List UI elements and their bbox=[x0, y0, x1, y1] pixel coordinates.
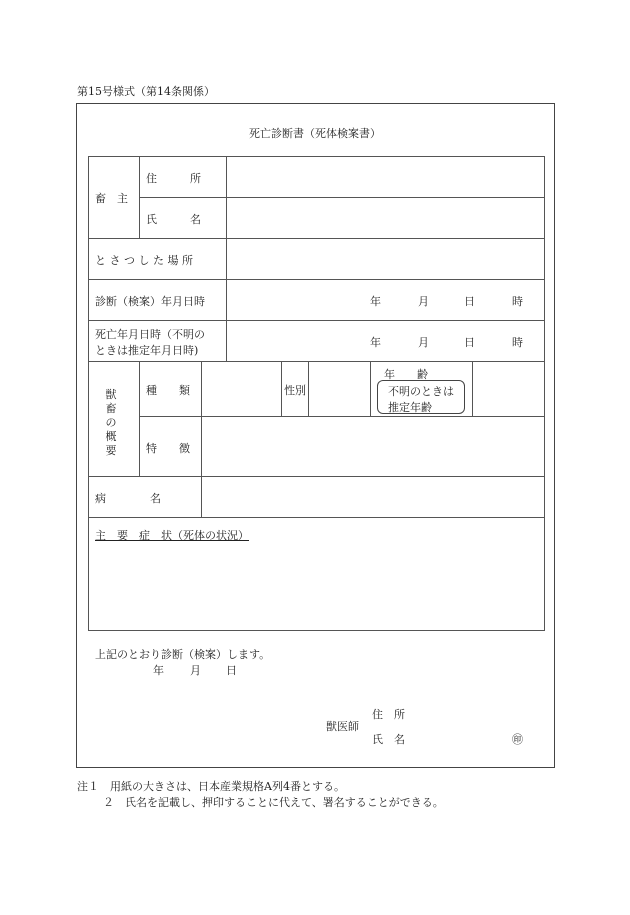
row-line-owner-bottom bbox=[88, 238, 545, 239]
note-1: 注１ 用紙の大きさは、日本産業規格A列4番とする。 bbox=[77, 780, 345, 793]
veterinarian-name-label: 氏 名 bbox=[372, 733, 405, 746]
age-note-line2: 推定年齢 bbox=[388, 401, 432, 414]
form-number: 第15号様式（第14条関係） bbox=[77, 85, 215, 98]
animal-age-label: 年 齢 bbox=[384, 368, 428, 381]
diagnosis-hour-unit: 時 bbox=[512, 295, 523, 308]
animal-row-divider bbox=[139, 416, 544, 417]
veterinarian-title: 獣医師 bbox=[326, 720, 359, 733]
row-line-diagnosis-bottom bbox=[88, 320, 545, 321]
table-right-border bbox=[544, 156, 545, 630]
animal-label-col-line bbox=[139, 361, 140, 476]
table-left-border bbox=[88, 156, 89, 630]
age-label-col-line bbox=[472, 361, 473, 416]
death-datetime-label-line2: ときは推定年月日時) bbox=[95, 344, 199, 357]
animal-features-label: 特 徴 bbox=[146, 442, 190, 455]
sign-day-unit: 日 bbox=[226, 664, 237, 677]
owner-label: 畜 主 bbox=[95, 192, 128, 205]
sign-month-unit: 月 bbox=[190, 664, 201, 677]
diagnosis-datetime-label: 診断（検案）年月日時 bbox=[95, 295, 205, 308]
owner-row-divider bbox=[139, 197, 544, 198]
certification-statement: 上記のとおり診断（検案）します。 bbox=[95, 648, 271, 661]
owner-name-label: 氏 名 bbox=[146, 213, 201, 226]
diagnosis-day-unit: 日 bbox=[464, 295, 475, 308]
death-year-unit: 年 bbox=[370, 336, 381, 349]
seal-mark: ㊞ bbox=[512, 733, 523, 746]
label-col-line-death bbox=[226, 320, 227, 361]
animal-sub-label-col-line bbox=[201, 361, 202, 517]
label-col-line-upper bbox=[226, 156, 227, 320]
row-line-place-bottom bbox=[88, 279, 545, 280]
owner-label-col-line bbox=[139, 156, 140, 238]
diagnosis-month-unit: 月 bbox=[418, 295, 429, 308]
main-symptoms-label: 主 要 症 状（死体の状況） bbox=[95, 529, 249, 542]
death-day-unit: 日 bbox=[464, 336, 475, 349]
certificate-frame bbox=[76, 103, 555, 768]
row-line-death-bottom bbox=[88, 361, 545, 362]
animal-sex-label: 性別 bbox=[284, 384, 306, 397]
certificate-title: 死亡診断書（死体検案書） bbox=[249, 127, 381, 140]
animal-kind-label: 種 類 bbox=[146, 384, 190, 397]
disease-name-label: 病 名 bbox=[95, 492, 161, 505]
table-top-border bbox=[88, 156, 545, 157]
sign-year-unit: 年 bbox=[153, 664, 164, 677]
slaughter-place-label: と さ つ し た 場 所 bbox=[95, 254, 193, 267]
sex-label-col-line bbox=[308, 361, 309, 416]
note-2: ２ 氏名を記載し、押印することに代えて、署名することができる。 bbox=[103, 796, 444, 809]
death-datetime-label-line1: 死亡年月日時（不明の bbox=[95, 328, 205, 341]
death-month-unit: 月 bbox=[418, 336, 429, 349]
row-line-animal-bottom bbox=[88, 476, 545, 477]
age-note-line1: 不明のときは bbox=[388, 385, 454, 398]
animal-summary-label: 獣畜の概要 bbox=[105, 388, 117, 457]
owner-address-label: 住 所 bbox=[146, 172, 201, 185]
death-hour-unit: 時 bbox=[512, 336, 523, 349]
row-line-disease-bottom bbox=[88, 517, 545, 518]
kind-value-col-line bbox=[281, 361, 282, 416]
sex-value-col-line bbox=[370, 361, 371, 416]
diagnosis-year-unit: 年 bbox=[370, 295, 381, 308]
veterinarian-address-label: 住 所 bbox=[372, 708, 405, 721]
table-bottom-border bbox=[88, 630, 545, 631]
